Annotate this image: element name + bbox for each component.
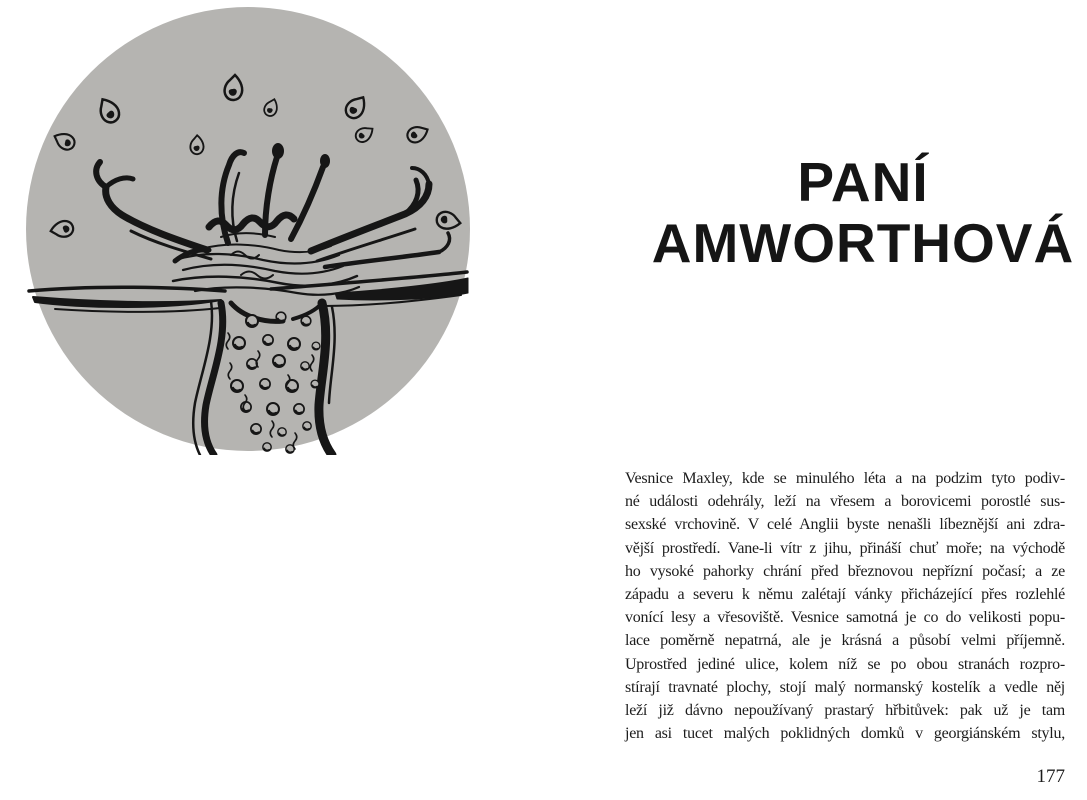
body-line: Uprostřed jediné ulice, kolem níž se po obou stranách rozpro-	[625, 655, 1065, 673]
illustration-circle	[26, 7, 470, 451]
body-line: ho vysoké pahorky chrání před březnovou nepřízní počasí; a ze	[625, 562, 1065, 580]
body-line: Vesnice Maxley, kde se minulého léta a na podzim tyto podiv-	[625, 470, 1065, 487]
chapter-title	[648, 152, 1078, 274]
body-line: sexské vrchovině. V celé Anglii byste nenašli líbeznější ani zdra-	[625, 516, 1065, 534]
body-text	[625, 467, 1065, 745]
body-line: leží již dávno nepoužívaný prastarý hřbitůvek: pak už je tam	[625, 702, 1065, 720]
chapter-illustration	[25, 3, 471, 455]
body-line: stírají travnaté plochy, stojí malý normanský kostelík a vedle něj	[625, 678, 1065, 696]
page-number: 177	[1036, 766, 1065, 787]
body-line: západu a severu k němu zalétají vánky přicházející přes rozlehlé	[625, 586, 1065, 604]
body-line: vější prostředí. Vane-li vítr z jihu, přináší chuť moře; na východě	[625, 539, 1065, 557]
chapter-title-line-2: AMWORTHOVÁ	[651, 212, 1075, 274]
body-line: jen asi tucet malých poklidných domků v georgiánském stylu,	[625, 725, 1065, 743]
body-line: vonící lesy a vřesoviště. Vesnice samotná je co do velikosti popu-	[625, 609, 1065, 627]
body-line: né události odehrály, leží na vřesem a borovicemi porostlé sus-	[625, 493, 1065, 511]
chapter-title-line-1: PANÍ	[797, 151, 929, 213]
body-line: lace poměrně nepatrná, ale je krásná a působí velmi příjemně.	[625, 632, 1065, 650]
